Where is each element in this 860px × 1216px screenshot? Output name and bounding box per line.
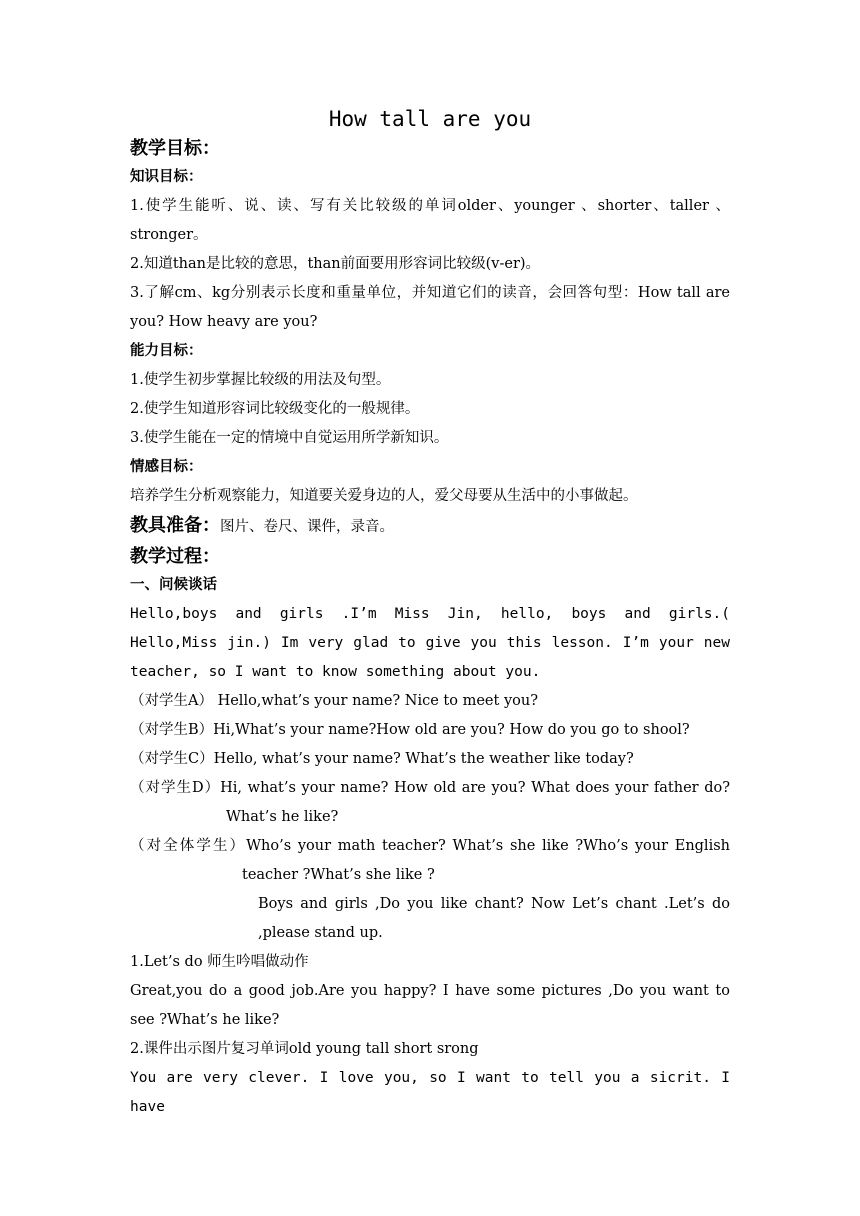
ability-goal-1: 1.使学生初步掌握比较级的用法及句型。: [130, 372, 391, 388]
heading-teaching-process: 教学过程：: [130, 546, 220, 567]
dialogue-student-a: （对学生A） Hello,what’s your name? Nice to meet you?: [130, 693, 538, 709]
heading-ability-goals: 能力目标：: [130, 343, 203, 359]
document-body: [130, 104, 730, 1122]
ability-goal-3: 3.使学生能在一定的情境中自觉运用所学新知识。: [130, 430, 449, 446]
clever-paragraph: You are very clever. I love you, so I want to tell you a sicrit. I have: [130, 1070, 730, 1115]
knowledge-goal-2: 2.知道than是比较的意思，than前面要用形容词比较级(v-er)。: [130, 256, 541, 272]
great-paragraph: Great,you do a good job.Are you happy? I have some pictures ,Do you want to see ?What’s he like?: [130, 983, 730, 1028]
heading-emotion-goals: 情感目标：: [130, 459, 203, 475]
review-item: 2.课件出示图片复习单词old young tall short srong: [130, 1041, 479, 1057]
knowledge-goal-1: 1.使学生能听、说、读、写有关比较级的单词older、younger 、shorter、taller 、stronger。: [130, 198, 730, 243]
ability-goal-2: 2.使学生知道形容词比较级变化的一般规律。: [130, 401, 420, 417]
heading-step-1: 一、问候谈话: [130, 577, 217, 593]
knowledge-goal-3: 3.了解cm、kg分别表示长度和重量单位，并知道它们的读音，会回答句型：How tall are you? How heavy are you?: [130, 285, 730, 330]
heading-knowledge-goals: 知识目标：: [130, 169, 203, 185]
lets-do-item: 1.Let’s do 师生吟唱做动作: [130, 954, 309, 970]
dialogue-student-b: （对学生B）Hi,What’s your name?How old are you? How do you go to shool?: [130, 722, 690, 738]
heading-teaching-tools: 教具准备：: [130, 515, 220, 536]
teaching-tools-text: 图片、卷尺、课件，录音。: [220, 519, 394, 535]
teaching-tools: [130, 511, 730, 542]
dialogue-all-students: （对全体学生）Who’s your math teacher? What’s she like ?Who’s your English teacher ?What’s she like ?: [130, 838, 730, 883]
chant-instruction: Boys and girls ,Do you like chant? Now Let’s chant .Let’s do ,please stand up.: [258, 896, 730, 941]
dialogue-student-d: （对学生D）Hi, what’s your name? How old are you? What does your father do? What’s he like?: [130, 780, 730, 825]
heading-teaching-goals: 教学目标：: [130, 138, 220, 159]
greeting-paragraph: Hello,boys and girls .I’m Miss Jin, hello, boys and girls.( Hello,Miss jin.) Im very glad to give you this lesson. I’m your new teacher, so I want to know something about you.: [130, 606, 730, 680]
emotion-goal-1: 培养学生分析观察能力，知道要关爱身边的人，爱父母要从生活中的小事做起。: [130, 488, 638, 504]
dialogue-student-c: （对学生C）Hello, what’s your name? What’s the weather like today?: [130, 751, 634, 767]
document-title: How tall are you: [328, 107, 532, 131]
